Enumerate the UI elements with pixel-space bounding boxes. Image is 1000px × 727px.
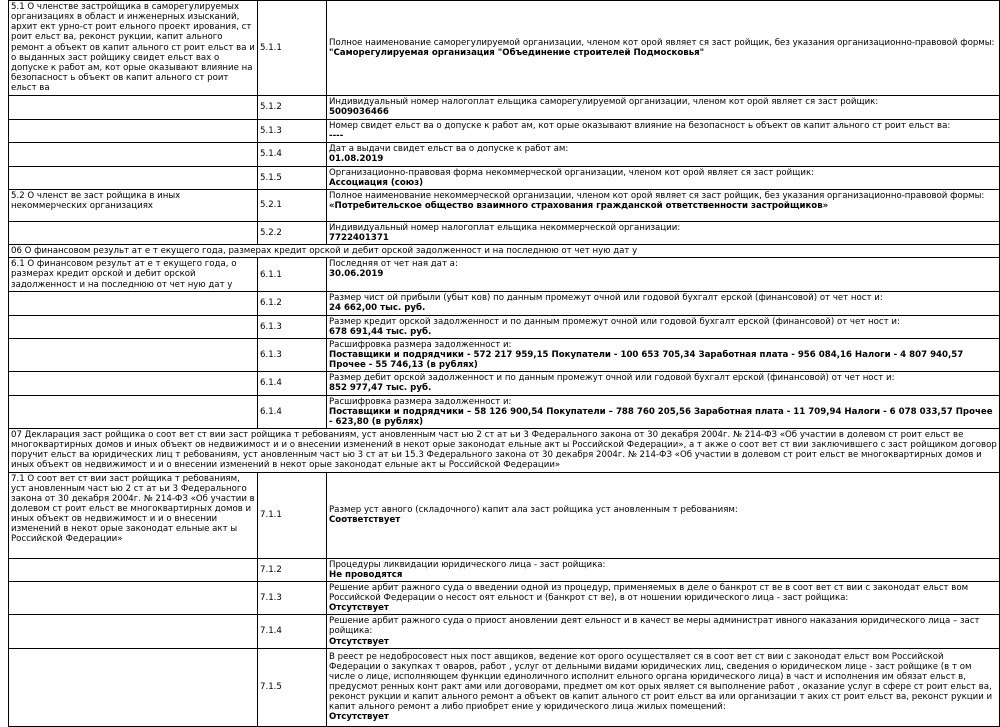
item-answer: ---- <box>329 131 344 142</box>
declaration-table <box>8 0 1000 727</box>
item-number: 6.1.3 <box>258 338 327 371</box>
item-number: 5.1.1 <box>258 1 327 96</box>
table-row <box>9 372 1000 395</box>
item-number: 7.1.4 <box>258 615 327 648</box>
item-answer: Ассоциация (союз) <box>329 177 424 188</box>
section-cell <box>9 372 258 395</box>
item-number: 6.1.3 <box>258 315 327 338</box>
item-content <box>327 581 1000 614</box>
item-answer: Поставщики и подрядчики - 572 217 959,15 Покупатели - 100 653 705,34 Заработная плата - 956 084,16 Налоги - 4 807 940,57 Прочее - 55 746,13 (в рублях) <box>329 349 964 371</box>
item-answer: 7722401371 <box>329 232 389 243</box>
table-row <box>9 581 1000 614</box>
item-content <box>327 143 1000 166</box>
item-number: 6.1.4 <box>258 395 327 428</box>
item-number: 5.1.3 <box>258 120 327 143</box>
table-row <box>9 166 1000 189</box>
table-row <box>9 1 1000 96</box>
item-question: Организационно-правовая форма некоммерческой организации, членом кот орой являет ся заст ройщик: <box>329 167 815 178</box>
item-content <box>327 258 1000 292</box>
item-number: 5.1.5 <box>258 166 327 189</box>
table-row <box>9 221 1000 244</box>
item-question: Номер свидет ельст ва о допуске к работ ам, кот орые оказывают влияние на безопасност ь объект ов капит ального ст роит ельст ва: <box>329 121 951 131</box>
section-cell <box>9 558 258 581</box>
item-question: Размер уст авного (складочного) капит ала заст ройщика уст ановленным т ребованиям: <box>329 504 738 515</box>
item-content <box>327 648 1000 726</box>
section-cell <box>9 166 258 189</box>
section-cell <box>9 648 258 726</box>
item-answer: Поставщики и подрядчики – 58 126 900,54 Покупатели – 788 760 205,56 Заработная плата - 11 709,94 Налоги - 6 078 033,57 Прочее - 623,80 (в рублях) <box>329 406 993 427</box>
item-answer: Соответствует <box>329 515 401 526</box>
item-content <box>327 96 1000 120</box>
item-number: 6.1.2 <box>258 292 327 315</box>
table-row <box>9 258 1000 292</box>
item-content <box>327 120 1000 143</box>
section-cell <box>9 395 258 428</box>
item-number: 7.1.3 <box>258 581 327 614</box>
item-question: Процедуры ликвидации юридического лица - заст ройщика: <box>329 559 606 570</box>
section-cell <box>9 581 258 614</box>
item-content <box>327 315 1000 338</box>
section-06-heading: 06 О финансовом результ ат е т екущего года, размерах кредит орской и дебит орской задолженност и на последнюю от чет ную дат у <box>9 245 1000 258</box>
item-content <box>327 189 1000 221</box>
table-row <box>9 292 1000 315</box>
item-number: 6.1.4 <box>258 372 327 395</box>
item-answer: Отсутствует <box>329 603 389 614</box>
table-row <box>9 558 1000 581</box>
section-cell <box>9 315 258 338</box>
table-row <box>9 338 1000 371</box>
item-question: Полное наименование саморегулируемой организации, членом кот орой являет ся заст ройщик, без указания организационно-правовой формы: <box>329 37 995 48</box>
item-question: Размер кредит орской задолженност и по данным промежут очной или годовой бухгалт ерской (финансовой) от чет ност и: <box>329 316 900 327</box>
item-question: Полное наименование некоммерческой организации, членом кот орой являет ся заст ройщик, без указания организационно-правовой формы: <box>329 190 985 201</box>
table-row <box>9 143 1000 166</box>
item-content <box>327 395 1000 428</box>
item-answer: Не проводятся <box>329 569 403 580</box>
item-question: Решение арбит ражного суда о приост ановлении деят ельност и в качест ве меры администрат ивного наказания юридического лица – заст ройщика: <box>329 616 980 637</box>
item-content <box>327 372 1000 395</box>
item-number: 6.1.1 <box>258 258 327 292</box>
item-content <box>327 615 1000 648</box>
section-cell <box>9 338 258 371</box>
item-number: 5.1.4 <box>258 143 327 166</box>
section-cell <box>9 615 258 648</box>
item-content <box>327 338 1000 371</box>
section-cell <box>9 221 258 244</box>
table-row <box>9 615 1000 648</box>
item-question: Индивидуальный номер налогоплат ельщика некоммерческой организации: <box>329 222 681 233</box>
section-heading-row <box>9 245 1000 258</box>
item-question: Последняя от чет ная дат а: <box>329 259 458 270</box>
section-cell: 7.1 О соот вет ст вии заст ройщика т ребованиям, уст ановленным част ью 2 ст ат ьи 3 Федерального закона от 30 декабря 2004г. № 214-ФЗ «Об участии в долевом ст роит ельст ве многоквартирных домов и иных объект ов недвижимост и и о внесении изменений в некот орые законодат ельные акт ы Российской Федерации» <box>9 472 258 558</box>
item-answer: Отсутствует <box>329 712 389 723</box>
item-question: Индивидуальный номер налогоплат ельщика саморегулируемой организации, членом кот орой являет ся заст ройщик: <box>329 97 879 107</box>
table-row <box>9 395 1000 428</box>
item-answer: 678 691,44 тыс. руб. <box>329 326 432 337</box>
item-number: 7.1.1 <box>258 472 327 558</box>
section-cell <box>9 143 258 166</box>
item-question: В реест ре недобросовест ных пост авщиков, ведение кот орого осуществляет ся в соот вет ст вии с законодат ельст вом Российской Федерации о закупках т оваров, работ , услуг от дельными видами юридических лиц, сведения о юридическом лице - заст ройщике (в т ом числе о лице, исполняющем функции единоличного исполнит ельного органа юридического лица) в част и исполнения им обязат ельст в, предусмот ренных конт ракт ами или договорами, предмет ом кот орых являет ся выполнение работ , оказание услуг в сфере ст роит ельст ва, реконст рукции и капит ального ремонт а объект ов капит ального ст роит ельст ва или организации т аких ст роит ельст ва, реконст рукции и капит ального ремонт а либо приобрет ение у юридического лица жилых помещений: <box>329 651 993 713</box>
item-number: 5.1.2 <box>258 96 327 120</box>
item-question: Решение арбит ражного суда о введении одной из процедур, применяемых в деле о банкрот ст ве в соот вет ст вии с законодат ельст вом Российской Федерации о несост оят ельност и (банкрот ст ве), в от ношении юридического лица - заст ройщика: <box>329 582 969 603</box>
item-question: Размер дебит орской задолженност и по данным промежут очной или годовой бухгалт ерской (финансовой) от чет ност и: <box>329 373 895 384</box>
item-number: 7.1.2 <box>258 558 327 581</box>
item-answer: 30.06.2019 <box>329 269 384 280</box>
section-cell: 5.2 О членст ве заст ройщика в иных некоммерческих организациях <box>9 189 258 221</box>
section-07-heading: 07 Декларация заст ройщика о соот вет ст вии заст ройщика т ребованиям, уст ановленным част ью 2 ст ат ьи 3 Федерального закона от 30 декабря 2004г. № 214-ФЗ «Об участии в долевом ст роит ельст ве многоквартирных домов и иных объект ов недвижимост и и о внесении изменений в некот орые законодат ельные акт ы Российской Федерации», а т акже о соот вет ст вии заключившего с заст ройщиком договор поручит ельст ва юридических лиц т ребованиям, уст ановленным част ью 3 ст ат ьи 15.3 Федерального закона от 30 декабря 2004г. № 214-ФЗ «Об участии в долевом ст роит ельст ве многоквартирных домов и иных объект ов недвижимост и и о внесении изменений в некот орые законодат ельные акт ы Российской Федерации» <box>9 428 1000 472</box>
item-content <box>327 221 1000 244</box>
section-cell: 5.1 О членстве застройщика в саморегулируемых организациях в област и инженерных изысканий, архит ект урно-ст роит ельного проект ирования, ст роит ельст ва, реконст рукции, капит ального ремонт а объект ов капит ального ст роит ельст ва и о выданных заст ройщику свидет ельст вах о допуске к работ ам, кот орые оказывают влияние на безопасност ь объект ов капит ального ст роит ельст ва <box>9 1 258 96</box>
table-row <box>9 472 1000 558</box>
item-answer: 01.08.2019 <box>329 154 384 165</box>
section-heading-row <box>9 428 1000 472</box>
item-number: 5.2.1 <box>258 189 327 221</box>
item-question: Расшифровка размера задолженност и: <box>329 396 512 407</box>
item-question: Дат а выдачи свидет ельст ва о допуске к работ ам: <box>329 144 569 155</box>
section-cell <box>9 96 258 120</box>
item-answer: 5009036466 <box>329 107 389 118</box>
table-row <box>9 96 1000 120</box>
table-row <box>9 315 1000 338</box>
item-content <box>327 558 1000 581</box>
item-content <box>327 472 1000 558</box>
section-cell <box>9 120 258 143</box>
table-row <box>9 189 1000 221</box>
section-cell <box>9 292 258 315</box>
item-number: 7.1.5 <box>258 648 327 726</box>
item-content <box>327 292 1000 315</box>
section-cell: 6.1 О финансовом результ ат е т екущего года, о размерах кредит орской и дебит орской задолженност и на последнюю от чет ную дат у <box>9 258 258 292</box>
table-row <box>9 648 1000 726</box>
table-row <box>9 120 1000 143</box>
item-answer: "Саморегулируемая организация "Объединение строителей Подмосковья" <box>329 48 705 58</box>
item-answer: 852 977,47 тыс. руб. <box>329 383 432 394</box>
item-answer: 24 662,00 тыс. руб. <box>329 303 426 314</box>
item-content <box>327 1 1000 96</box>
item-content <box>327 166 1000 189</box>
item-question: Размер чист ой прибыли (убыт ков) по данным промежут очной или годовой бухгалт ерской (финансовой) от чет ност и: <box>329 293 883 304</box>
item-question: Расшифровка размера задолженност и: <box>329 339 512 350</box>
item-number: 5.2.2 <box>258 221 327 244</box>
item-answer: «Потребительское общество взаимного страхования гражданской ответственности застройщиков» <box>329 200 829 211</box>
item-answer: Отсутствует <box>329 636 389 647</box>
